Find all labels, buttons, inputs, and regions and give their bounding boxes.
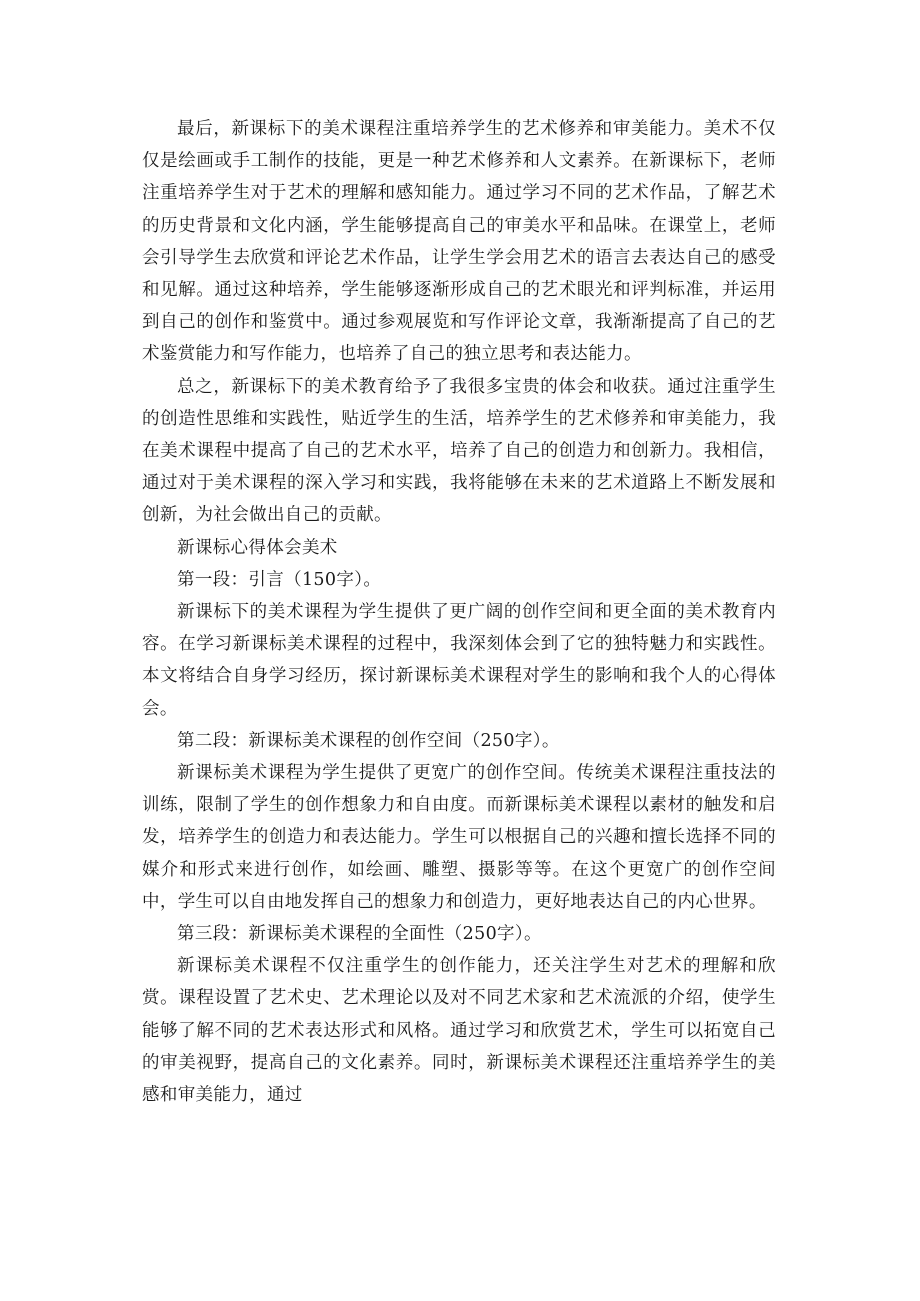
section-heading-1: 第一段：引言（150字）。 (177, 569, 382, 590)
paragraph-aesthetic-ability: 最后，新课标下的美术课程注重培养学生的艺术修养和审美能力。美术不仅仅是绘画或手工制作的技能，更是一种艺术修养和人文素养。在新课标下，老师注重培养学生对于艺术的理解和感知能力。通过学习不同的艺术作品，了解艺术的历史背景和文化内涵，学生能够提高自己的审美水平和品味。在课堂上，老师会引导学生去欣赏和评论艺术作品，让学生学会用艺术的语言去表达自己的感受和见解。通过这种培养，学生能够逐渐形成自己的艺术眼光和评判标准，并运用到自己的创作和鉴赏中。通过参观展览和写作评论文章，我渐渐提高了自己的艺术鉴赏能力和写作能力，也培养了自己的独立思考和表达能力。 (142, 119, 776, 365)
section-heading-3: 第三段：新课标美术课程的全面性（250字）。 (177, 924, 542, 945)
section-heading-2: 第二段：新课标美术课程的创作空间（250字）。 (177, 730, 560, 751)
paragraph-introduction: 新课标下的美术课程为学生提供了更广阔的创作空间和更全面的美术教育内容。在学习新课标美术课程的过程中，我深刻体会到了它的独特魅力和实践性。本文将结合自身学习经历，探讨新课标美术课程对学生的影响和我个人的心得体会。 (142, 602, 776, 719)
paragraph-comprehensiveness: 新课标美术课程不仅注重学生的创作能力，还关注学生对艺术的理解和欣赏。课程设置了艺术史、艺术理论以及对不同艺术家和艺术流派的介绍，使学生能够了解不同的艺术表达形式和风格。通过学习和欣赏艺术，学生可以拓宽自己的审美视野，提高自己的文化素养。同时，新课标美术课程还注重培养学生的美感和审美能力，通过 (142, 956, 776, 1106)
paragraph-creative-space: 新课标美术课程为学生提供了更宽广的创作空间。传统美术课程注重技法的训练，限制了学生的创作想象力和自由度。而新课标美术课程以素材的触发和启发，培养学生的创造力和表达能力。学生可以根据自己的兴趣和擅长选择不同的媒介和形式来进行创作，如绘画、雕塑、摄影等等。在这个更宽广的创作空间中，学生可以自由地发挥自己的想象力和创造力，更好地表达自己的内心世界。 (142, 763, 776, 912)
document-body (142, 113, 776, 1111)
paragraph-conclusion: 总之，新课标下的美术教育给予了我很多宝贵的体会和收获。通过注重学生的创造性思维和实践性，贴近学生的生活，培养学生的艺术修养和审美能力，我在美术课程中提高了自己的艺术水平，培养了自己的创造力和创新力。我相信，通过对于美术课程的深入学习和实践，我将能够在未来的艺术道路上不断发展和创新，为社会做出自己的贡献。 (142, 376, 776, 526)
essay-title: 新课标心得体会美术 (177, 537, 338, 558)
